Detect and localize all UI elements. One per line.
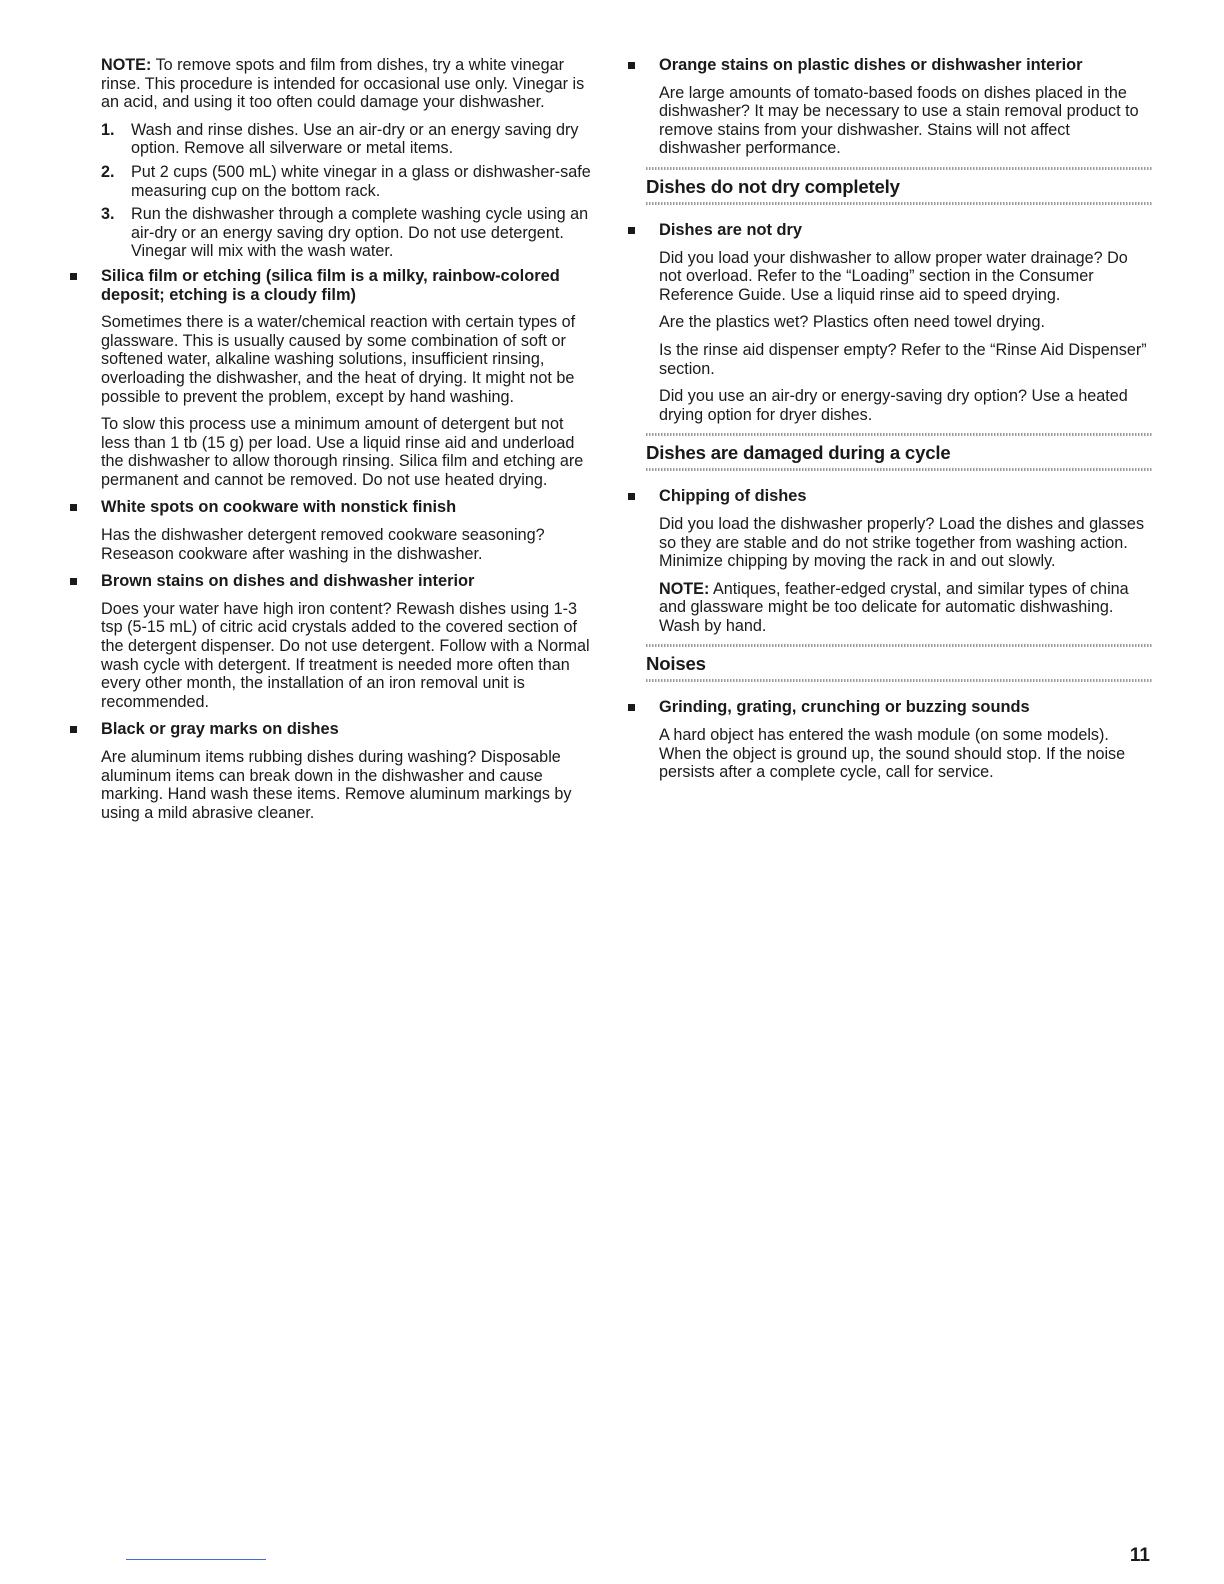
bullet-icon	[628, 62, 635, 69]
bullet-icon	[628, 704, 635, 711]
issue-white-spots	[64, 498, 592, 563]
bullet-icon	[70, 504, 77, 511]
issue-paragraph: Is the rinse aid dispenser empty? Refer to the “Rinse Aid Dispenser” section.	[659, 340, 1147, 378]
section-heading-dry	[646, 167, 1152, 205]
issue-paragraph: Does your water have high iron content? Rewash dishes using 1-3 tsp (5-15 mL) of citric acid crystals added to the covered section of the detergent dispenser. Do not use detergent. Follow with a Normal wash cycle with detergent. If treatment is needed more often than every other month, the installation of an iron removal unit is recommended.	[101, 599, 590, 711]
issue-title: White spots on cookware with nonstick finish	[101, 498, 457, 517]
issue-brown-stains	[64, 572, 592, 711]
issue-paragraph: Did you load the dishwasher properly? Load the dishes and glasses so they are stable and do not strike together from washing action. Minimize chipping by moving the rack in and out slowly.	[659, 514, 1145, 571]
bullet-icon	[70, 578, 77, 585]
note-label: NOTE:	[101, 56, 152, 74]
issue-paragraph: Has the dishwasher detergent removed cookware seasoning? Reseason cookware after washing in the dishwasher.	[101, 526, 545, 563]
section-title: Dishes are damaged during a cycle	[646, 442, 951, 464]
note-text: To remove spots and film from dishes, try a white vinegar rinse. This procedure is intended for occasional use only. Vinegar is an acid, and using it too often could damage your dishwasher.	[101, 56, 585, 112]
bullet-icon	[70, 273, 77, 280]
section-title: Dishes do not dry completely	[646, 175, 900, 197]
section-heading-damaged	[646, 433, 1152, 471]
note-label: NOTE:	[659, 579, 710, 598]
issue-title: Black or gray marks on dishes	[101, 720, 339, 739]
issue-title: Dishes are not dry	[659, 220, 803, 239]
page-number: 11	[1129, 1545, 1150, 1566]
issue-not-dry	[622, 221, 1152, 424]
issue-title: Brown stains on dishes and dishwasher interior	[101, 572, 475, 591]
issue-title: Grinding, grating, crunching or buzzing sounds	[659, 698, 1030, 717]
issue-paragraph: Did you load your dishwasher to allow proper water drainage? Do not overload. Refer to the “Loading” section in the Consumer Reference Guide. Use a liquid rinse aid to speed drying.	[659, 248, 1128, 304]
step-item	[101, 205, 592, 261]
left-column	[64, 56, 592, 831]
issue-title: Silica film or etching (silica film is a milky, rainbow-colored deposit; etching is a cloudy film)	[101, 266, 560, 304]
bullet-icon	[628, 227, 635, 234]
step-item	[101, 163, 592, 200]
vinegar-steps	[101, 121, 592, 261]
step-number: 1.	[101, 120, 115, 139]
issue-title: Orange stains on plastic dishes or dishwasher interior	[659, 56, 1083, 74]
issue-paragraph: Are aluminum items rubbing dishes during washing? Disposable aluminum items can break down in the dishwasher and cause marking. Hand wash these items. Remove aluminum markings by using a mild abrasive cleaner.	[101, 748, 572, 822]
step-text: Put 2 cups (500 mL) white vinegar in a glass or dishwasher-safe measuring cup on the bottom rack.	[131, 162, 591, 200]
issue-orange-stains	[622, 56, 1152, 158]
bullet-icon	[628, 493, 635, 500]
divider	[646, 433, 1152, 436]
footer-rule	[126, 1559, 266, 1560]
issue-paragraph: A hard object has entered the wash module (on some models). When the object is ground up, the sound should stop. If the noise persists after a complete cycle, call for service.	[659, 726, 1126, 782]
divider	[646, 167, 1152, 170]
issue-chipping	[622, 487, 1152, 635]
divider	[646, 679, 1152, 682]
step-item	[101, 121, 592, 158]
vinegar-note	[101, 56, 592, 112]
step-text: Wash and rinse dishes. Use an air-dry or an energy saving dry option. Remove all silverware or metal items.	[131, 120, 579, 158]
right-column	[622, 56, 1152, 791]
issue-title: Chipping of dishes	[659, 487, 807, 506]
issue-note	[659, 580, 1152, 636]
issue-paragraph: Are the plastics wet? Plastics often need towel drying.	[659, 313, 1046, 332]
note-text: Antiques, feather-edged crystal, and similar types of china and glassware might be too delicate for automatic dishwashing. Wash by hand.	[659, 579, 1129, 635]
step-text: Run the dishwasher through a complete washing cycle using an air-dry or an energy saving dry option. Do not use detergent. Vinegar will mix with the wash water.	[131, 205, 589, 261]
issue-paragraph: Are large amounts of tomato-based foods on dishes placed in the dishwasher? It may be necessary to use a stain removal product to remove stains from your dishwasher. Stains will not affect dishwasher performance.	[659, 83, 1139, 158]
issue-silica-film	[64, 267, 592, 490]
issue-noises	[622, 698, 1152, 781]
issue-paragraph: Sometimes there is a water/chemical reaction with certain types of glassware. This is usually caused by some combination of soft or softened water, alkaline washing solutions, insufficient rinsing, overloading the dishwasher, and the heat of drying. It might not be possible to prevent the problem, except by hand washing.	[101, 313, 576, 406]
bullet-icon	[70, 726, 77, 733]
section-heading-noises	[646, 644, 1152, 682]
divider	[646, 644, 1152, 647]
section-title: Noises	[646, 653, 706, 675]
step-number: 3.	[101, 205, 115, 224]
issue-black-marks	[64, 720, 592, 822]
step-number: 2.	[101, 162, 115, 181]
divider	[646, 468, 1152, 471]
issue-paragraph: Did you use an air-dry or energy-saving dry option? Use a heated drying option for dryer dishes.	[659, 387, 1128, 424]
issue-paragraph: To slow this process use a minimum amount of detergent but not less than 1 tb (15 g) per load. Use a liquid rinse aid and underload the dishwasher to allow thorough rinsing. Silica film and etching are permanent and cannot be removed. Do not use heated drying.	[101, 415, 584, 489]
divider	[646, 202, 1152, 205]
